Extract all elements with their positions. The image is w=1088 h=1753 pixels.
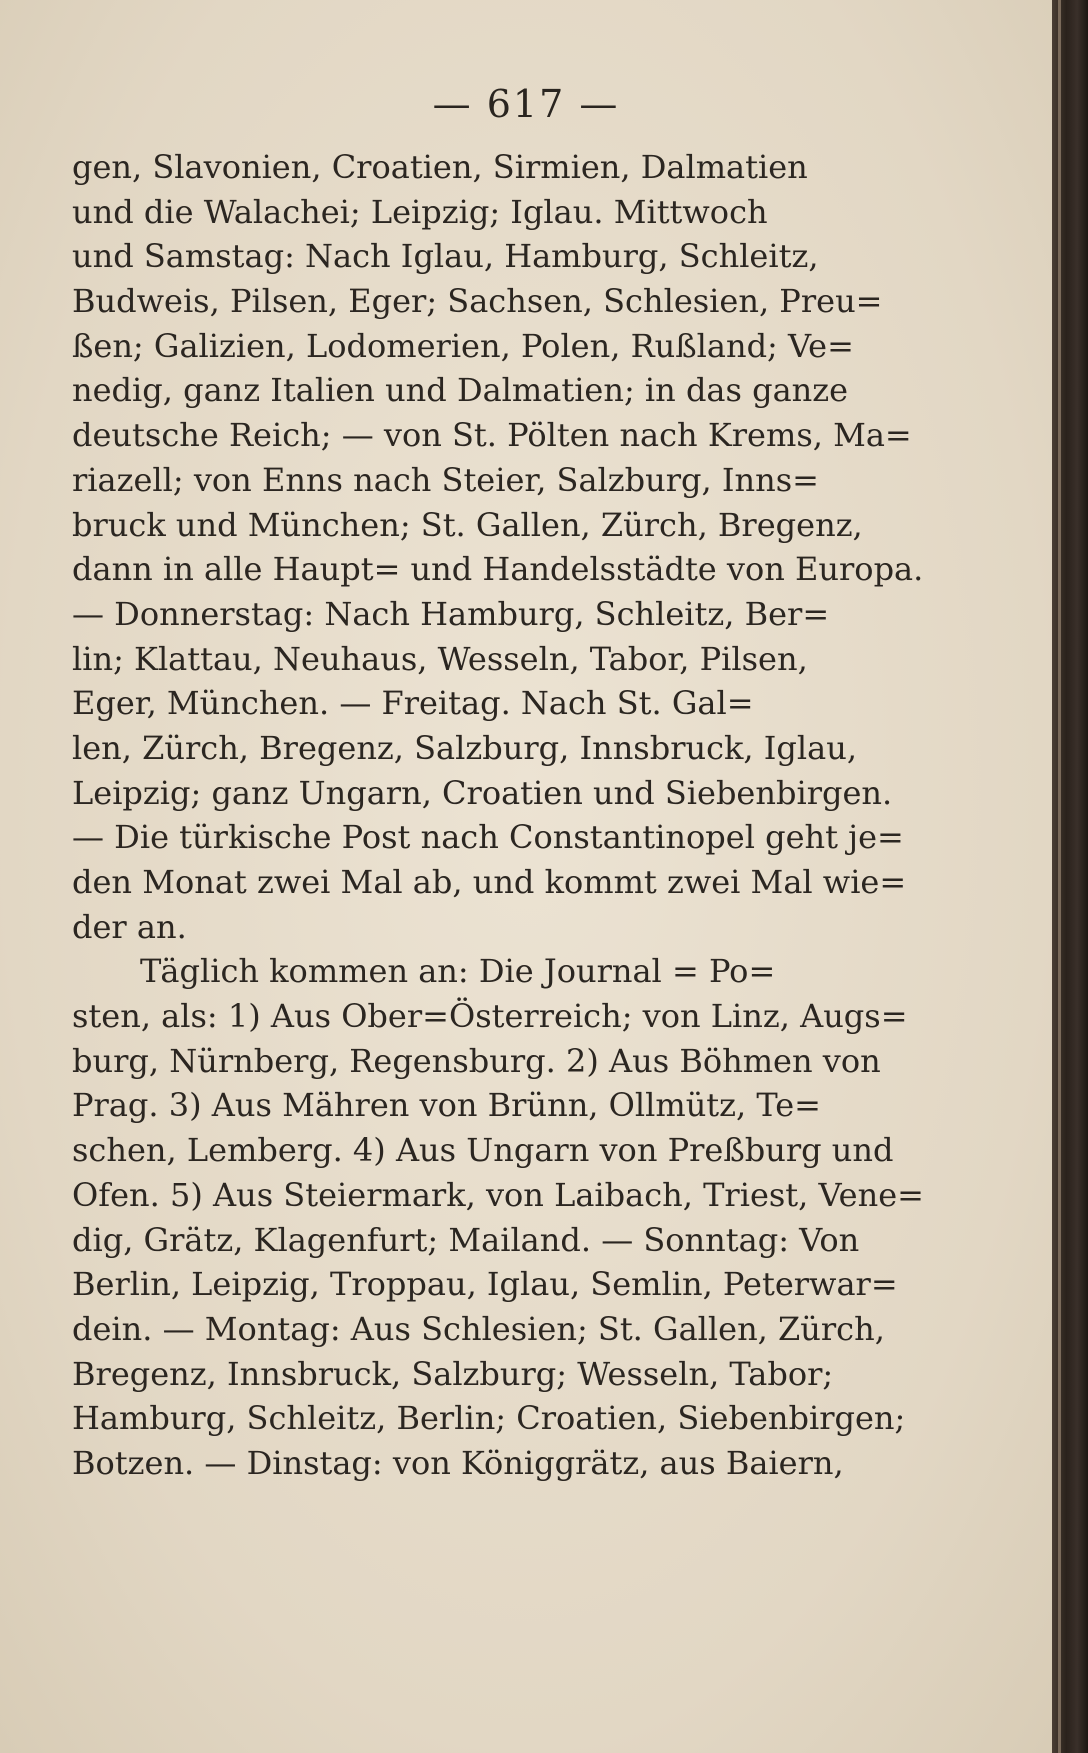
text-line: Berlin, Leipzig, Troppau, Iglau, Semlin, Peterwar= (72, 1265, 898, 1304)
text-line: Bregenz, Innsbruck, Salzburg; Wesseln, Tabor; (72, 1354, 834, 1393)
text-line: riazell; von Enns nach Steier, Salzburg, Inns= (72, 460, 819, 499)
text-line: sten, als: 1) Aus Ober=Österreich; von Linz, Augs= (72, 997, 908, 1036)
text-line: len, Zürch, Bregenz, Salzburg, Innsbruck, Iglau, (72, 728, 857, 767)
text-line: lin; Klattau, Neuhaus, Wesseln, Tabor, Pilsen, (72, 639, 808, 678)
text-line: bruck und München; St. Gallen, Zürch, Bregenz, (72, 505, 863, 544)
text-line: Eger, München. — Freitag. Nach St. Gal= (72, 684, 754, 723)
text-line: dann in alle Haupt= und Handelsstädte von Europa. (72, 550, 924, 589)
page-number: — 617 — (432, 82, 620, 126)
text-line: Täglich kommen an: Die Journal = Po= (140, 952, 776, 991)
text-line: der an. (72, 907, 187, 946)
text-line: dein. — Montag: Aus Schlesien; St. Gallen, Zürch, (72, 1309, 885, 1348)
spine-line (1058, 0, 1061, 1753)
text-line: gen, Slavonien, Croatien, Sirmien, Dalmatien (72, 148, 808, 186)
text-line: Budweis, Pilsen, Eger; Sachsen, Schlesien, Preu= (72, 282, 883, 321)
text-line: schen, Lemberg. 4) Aus Ungarn von Preßburg und (72, 1131, 894, 1170)
text-line: — Die türkische Post nach Constantinopel geht je= (72, 818, 904, 857)
book-spine-edge (1052, 0, 1088, 1753)
text-line: nedig, ganz Italien und Dalmatien; in das ganze (72, 371, 849, 410)
text-line: und Samstag: Nach Iglau, Hamburg, Schleitz, (72, 237, 819, 276)
text-line: deutsche Reich; — von St. Pölten nach Krems, Ma= (72, 416, 912, 455)
text-line: Prag. 3) Aus Mähren von Brünn, Ollmütz, Te= (72, 1086, 821, 1125)
text-line: Ofen. 5) Aus Steiermark, von Laibach, Triest, Vene= (72, 1175, 924, 1214)
body-text (72, 145, 924, 1486)
text-line: burg, Nürnberg, Regensburg. 2) Aus Böhmen von (72, 1041, 881, 1080)
text-line: dig, Grätz, Klagenfurt; Mailand. — Sonntag: Von (72, 1220, 860, 1259)
text-line: Botzen. — Dinstag: von Königgrätz, aus Baiern, (72, 1443, 844, 1482)
text-line: ßen; Galizien, Lodomerien, Polen, Rußland; Ve= (72, 326, 854, 365)
text-line: Hamburg, Schleitz, Berlin; Croatien, Siebenbirgen; (72, 1399, 906, 1438)
text-line: den Monat zwei Mal ab, und kommt zwei Mal wie= (72, 863, 907, 901)
text-line: und die Walachei; Leipzig; Iglau. Mittwoch (72, 192, 768, 231)
text-line: Leipzig; ganz Ungarn, Croatien und Siebenbirgen. (72, 773, 893, 812)
text-line: — Donnerstag: Nach Hamburg, Schleitz, Ber= (72, 594, 830, 633)
